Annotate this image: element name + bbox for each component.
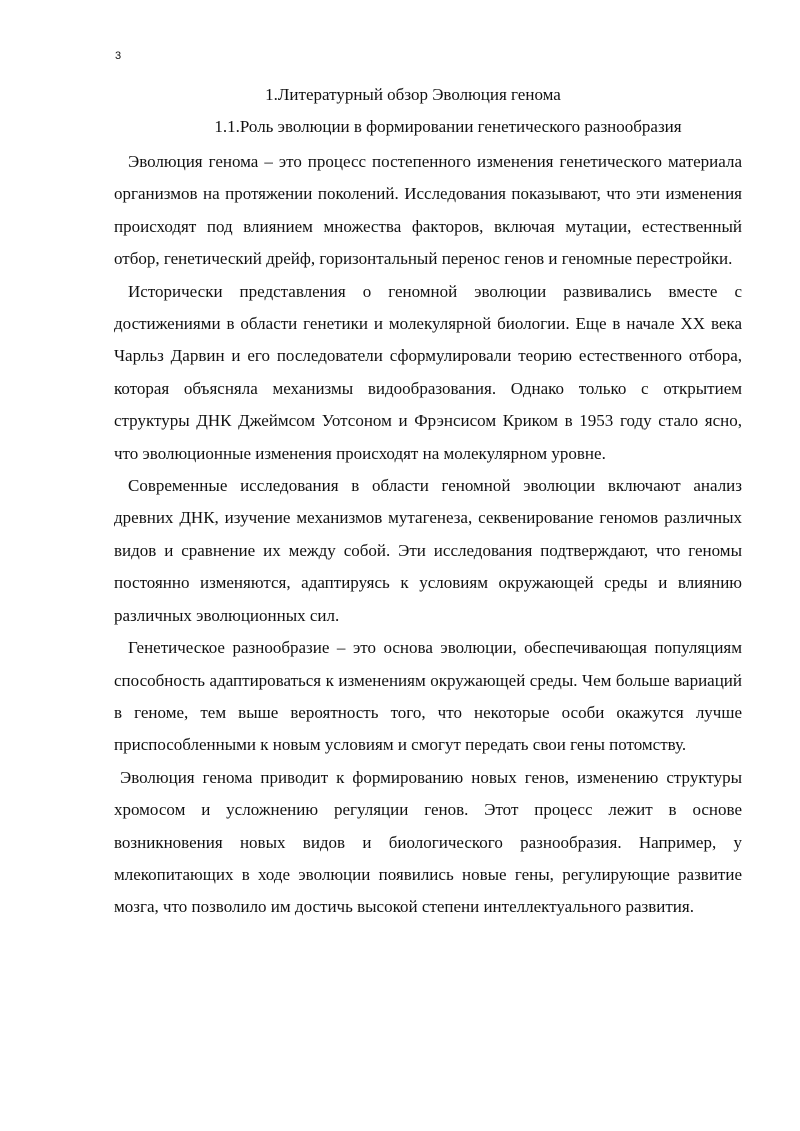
page-number: 3 xyxy=(115,50,122,62)
paragraph-2: Исторически представления о геномной эволюции развивались вместе с достижениями в области генетики и молекулярной биологии. Еще в начале XX века Чарльз Дарвин и его последователи сформулировали теорию естественного отбора, которая объясняла механизмы видообразования. Однако только с открытием структуры ДНК Джеймсом Уотсоном и Фрэнсисом Криком в 1953 году стало ясно, что эволюционные изменения происходят на молекулярном уровне. xyxy=(114,281,742,463)
subsection-heading: 1.1.Роль эволюции в формировании генетического разнообразия xyxy=(214,117,682,136)
paragraph-1: Эволюция генома – это процесс постепенного изменения генетического материала организмов на протяжении поколений. Исследования показывают, что эти изменения происходят под влиянием множества факторов, включая мутации, естественный отбор, генетический дрейф, горизонтальный перенос генов и геномные перестройки. xyxy=(114,152,742,269)
paragraph-3: Современные исследования в области геномной эволюции включают анализ древних ДНК, изучение механизмов мутагенеза, секвенирование геномов различных видов и сравнение их между собой. Эти исследования подтверждают, что геномы постоянно изменяются, адаптируясь к условиям окружающей среды и влиянию различных эволюционных сил. xyxy=(114,476,742,625)
section-heading: 1.Литературный обзор Эволюция генома xyxy=(265,85,561,104)
paragraph-5: Эволюция генома приводит к формированию новых генов, изменению структуры хромосом и усложнению регуляции генов. Этот процесс лежит в основе возникновения новых видов и биологического разнообразия. Например, у млекопитающих в ходе эволюции появились новые гены, регулирующие развитие мозга, что позволило им достичь высокой степени интеллектуального развития. xyxy=(114,767,742,917)
paragraph-4: Генетическое разнообразие – это основа эволюции, обеспечивающая популяциям способность адаптироваться к изменениям окружающей среды. Чем больше вариаций в геноме, тем выше вероятность того, что некоторые особи окажутся лучше приспособленными к новым условиям и смогут передать свои гены потомству. xyxy=(114,638,742,755)
body-text xyxy=(114,146,742,924)
